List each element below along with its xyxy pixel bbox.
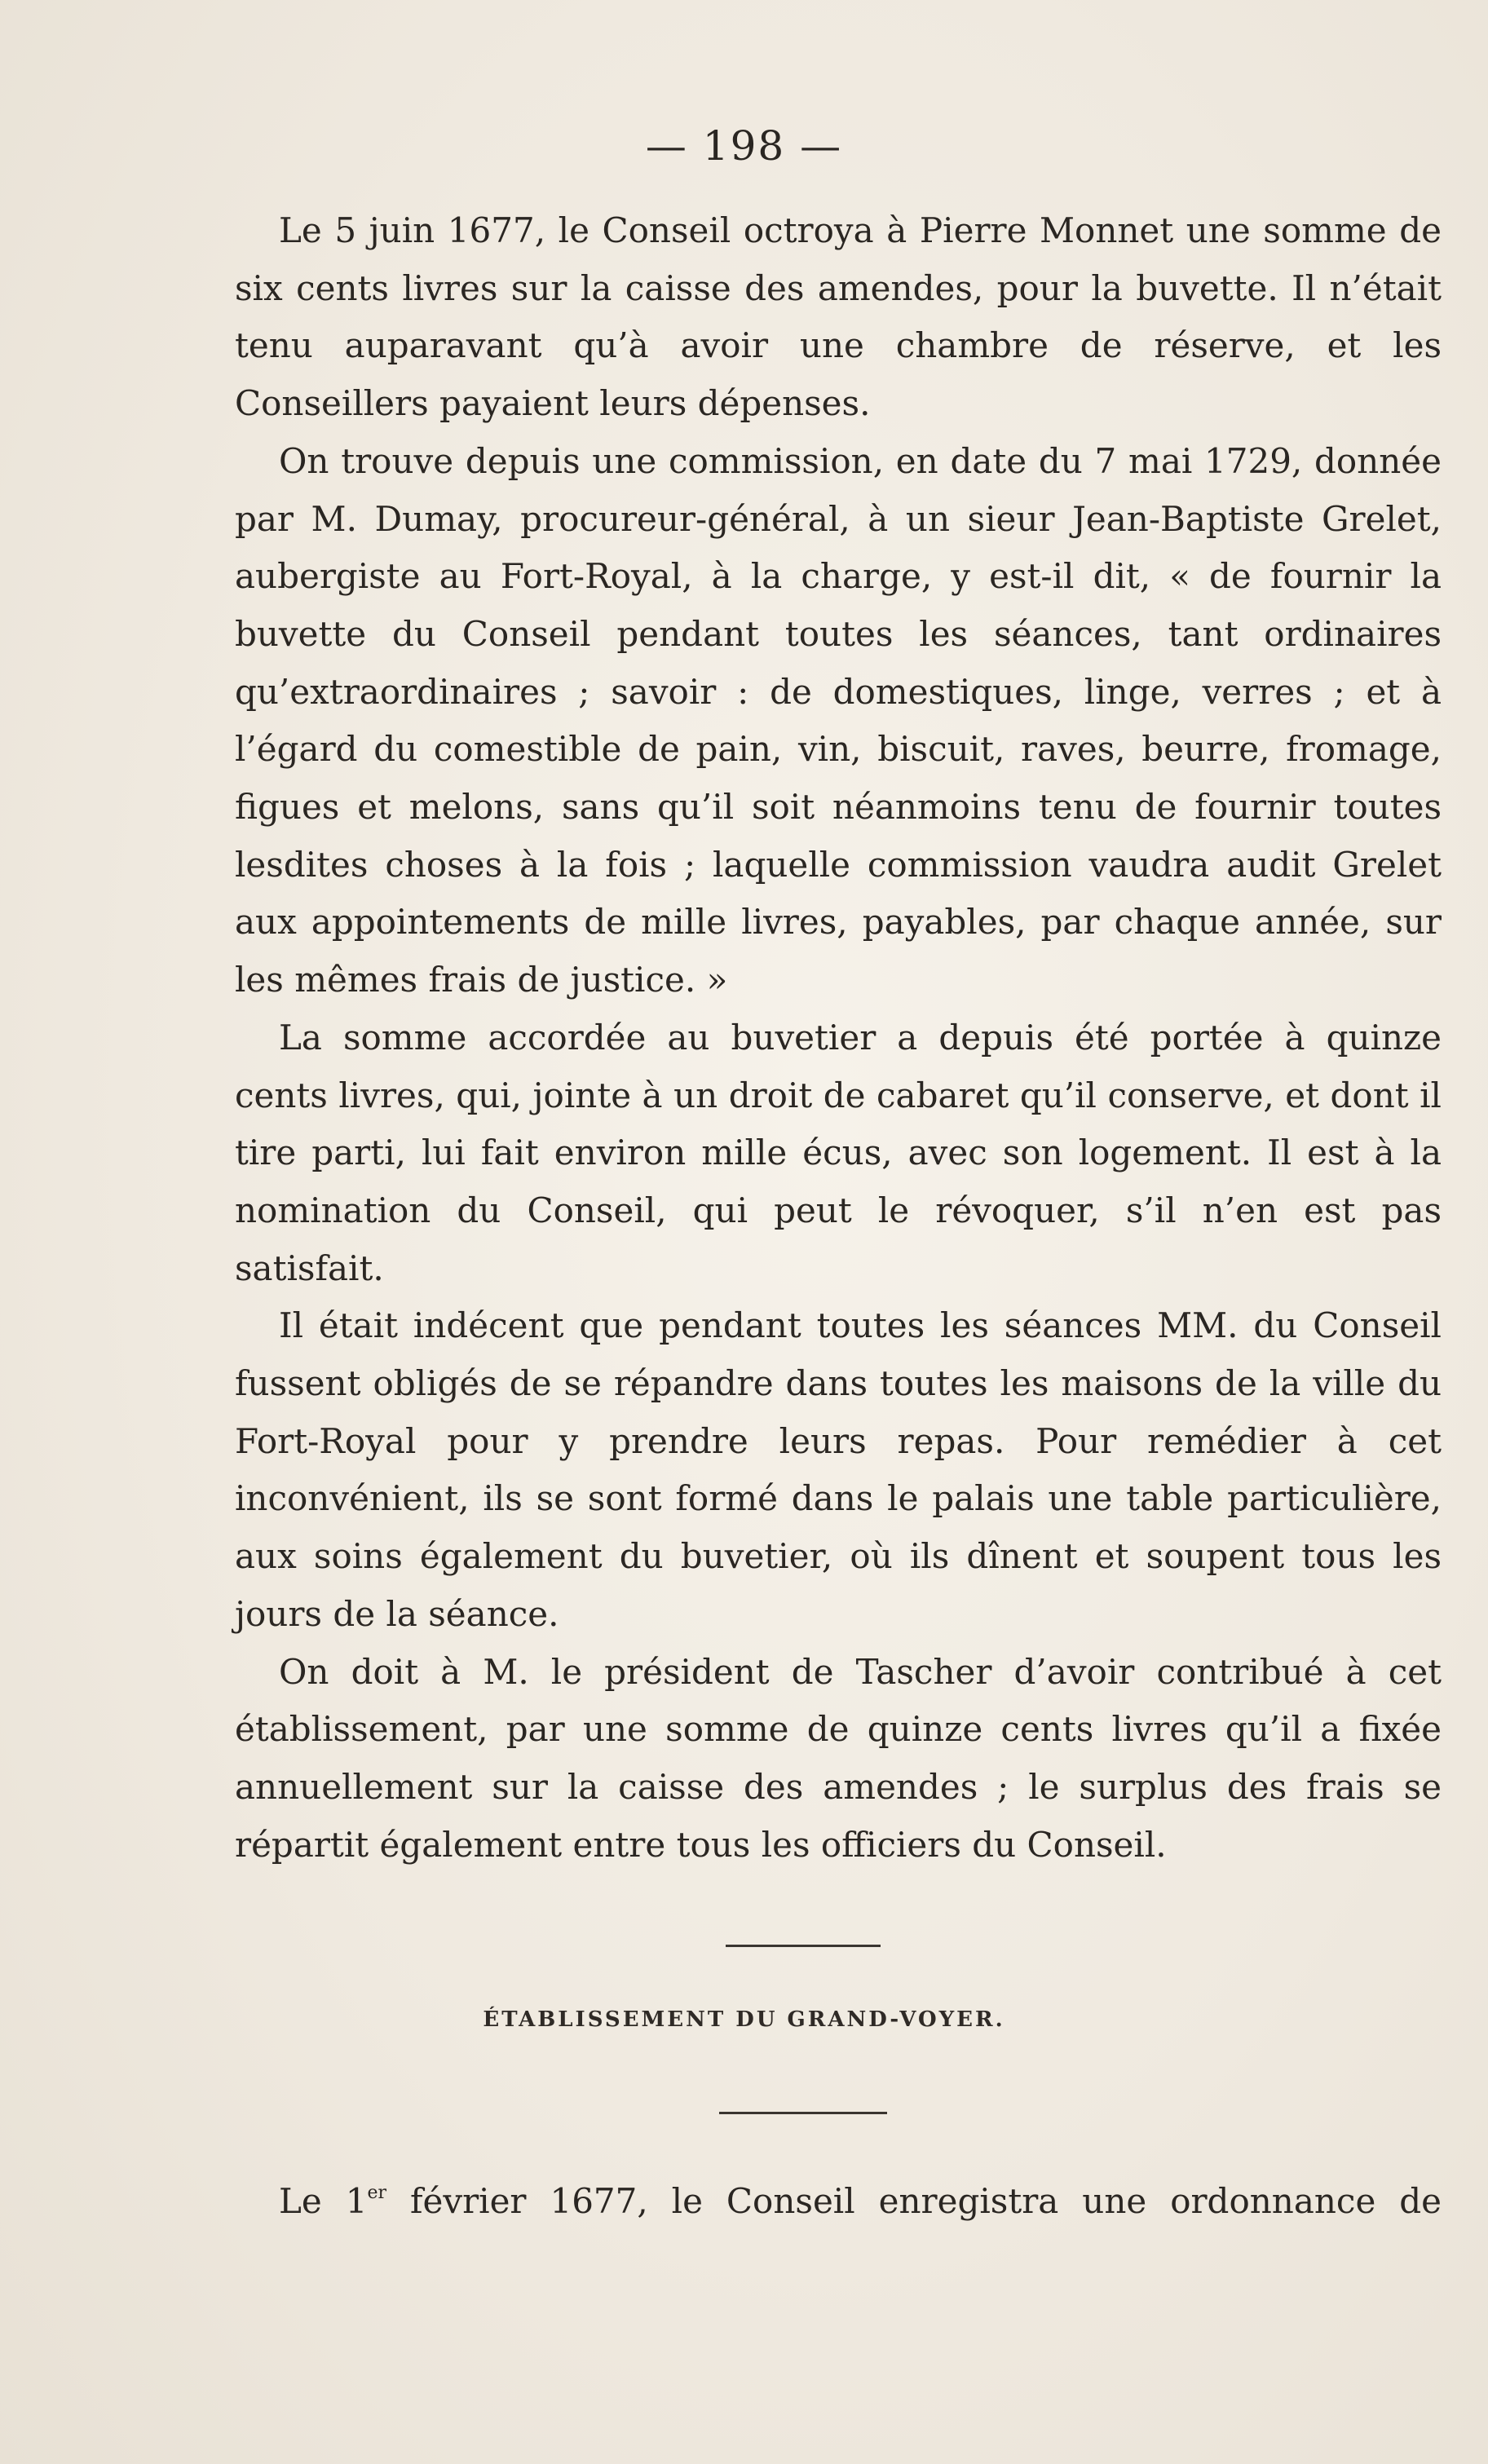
final-line-start: Le 1: [279, 2181, 368, 2221]
section-heading: ÉTABLISSEMENT DU GRAND-VOYER.: [483, 2007, 1005, 2032]
paragraph-commission-1729: On trouve depuis une commission, en date du 7 mai 1729, donnée par M. Dumay, procureur-général, à un sieur Jean-Baptiste Grelet, aubergiste au Fort-Royal, à la charge, y est-il dit, « de fournir la buvette du Conseil pendant toutes les séances, tant ordinaires qu’extraordinaires ; savoir : de domestiques, linge, verres ; et à l’égard du comestible de pain, vin, biscuit, raves, beurre, fromage, figues et melons, sans qu’il soit néanmoins tenu de fournir toutes lesdites choses à la fois ; laquelle commission vaudra audit Grelet aux appointements de mille livres, payables, par chaque année, sur les mêmes frais de justice. »: [235, 440, 1442, 1000]
ordinal-superscript: er: [367, 2183, 386, 2203]
paragraph-buvette-1677: Le 5 juin 1677, le Conseil octroya à Pierre Monnet une somme de six cents livres sur la caisse des amendes, pour la buvette. Il n’était tenu auparavant qu’à avoir une chambre de réserve, et les Conseillers payaient leurs dépenses.: [235, 210, 1442, 424]
section-divider-top: [726, 1945, 881, 1947]
paragraph-table-particuliere: Il était indécent que pendant toutes les séances MM. du Conseil fussent obligés de se répandre dans toutes les maisons de la ville du Fort-Royal pour y prendre leurs repas. Pour remédier à cet inconvénient, ils se sont formé dans le palais une table particulière, aux soins également du buvetier, où ils dînent et soupent tous les jours de la séance.: [235, 1305, 1442, 1634]
final-line-rest: février 1677, le Conseil enregistra une ordonnance de: [386, 2181, 1442, 2221]
paragraph-president-tascher: On doit à M. le président de Tascher d’avoir contribué à cet établissement, par une somme de quinze cents livres qu’il a fixée annuellement sur la caisse des amendes ; le surplus des frais se répartit également entre tous les officiers du Conseil.: [235, 1651, 1442, 1865]
section-divider-bottom: [719, 2112, 887, 2114]
page-number: — 198 —: [645, 122, 843, 170]
paragraph-grand-voyer-start: [235, 2173, 1442, 2230]
paragraph-buvetier-salary: La somme accordée au buvetier a depuis été portée à quinze cents livres, qui, jointe à un droit de cabaret qu’il conserve, et dont il tire parti, lui fait environ mille écus, avec son logement. Il est à la nomination du Conseil, qui peut le révoquer, s’il n’en est pas satisfait.: [235, 1017, 1442, 1288]
body-text: [235, 202, 1442, 1874]
